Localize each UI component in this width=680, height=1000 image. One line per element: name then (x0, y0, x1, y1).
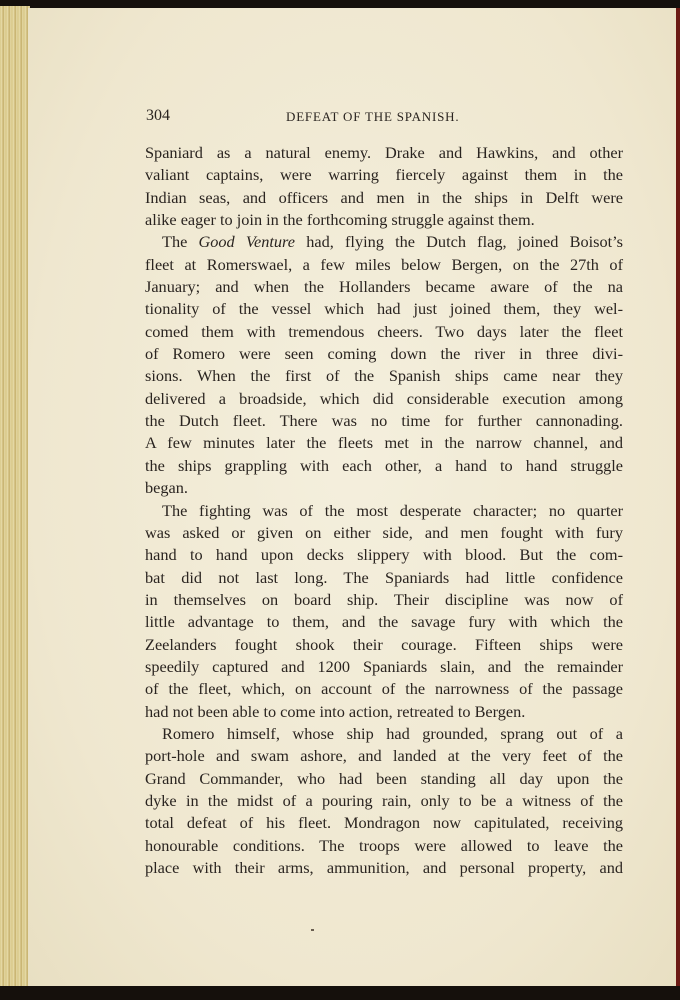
text-line: alike eager to join in the forthcoming struggle against them. (145, 210, 535, 230)
text-line: delivered a broadside, which did considerable execution among (145, 388, 623, 408)
text-line: was asked or given on either side, and men fought with fury (145, 522, 623, 542)
ink-speck (311, 929, 314, 931)
page-number: 304 (146, 107, 170, 124)
text-line: honourable conditions. The troops were allowed to leave the (145, 835, 623, 855)
line-suffix: had, flying the Dutch flag, joined Boisot’s (295, 232, 623, 252)
scan-bottom-border (0, 986, 680, 1000)
text-line: Zeelanders fought shook their courage. Fifteen ships were (145, 634, 623, 654)
text-line: fleet at Romerswael, a few miles below Bergen, on the 27th of (145, 254, 623, 274)
scan-top-border (0, 0, 680, 8)
running-title: DEFEAT OF THE SPANISH. (286, 109, 460, 124)
text-line: began. (145, 478, 188, 498)
text-line: comed them with tremendous cheers. Two days later the fleet (145, 321, 623, 341)
text-line: tionality of the vessel which had just joined them, they wel- (145, 299, 623, 319)
text-line: The fighting was of the most desperate character; no quarter (162, 500, 623, 520)
text-line: total defeat of his fleet. Mondragon now capitulated, receiving (145, 813, 623, 833)
text-line: dyke in the midst of a pouring rain, only to be a witness of the (145, 790, 623, 810)
text-line: Spaniard as a natural enemy. Drake and Hawkins, and other (145, 143, 623, 162)
text-line: sions. When the first of the Spanish ships came near they (145, 366, 623, 386)
body-text (145, 142, 623, 879)
text-line: the Dutch fleet. There was no time for further cannonading. (145, 411, 623, 431)
text-line: Romero himself, whose ship had grounded, sprang out of a (162, 723, 623, 743)
running-header (146, 107, 486, 131)
text-line: in themselves on board ship. Their discipline was now of (145, 589, 623, 609)
text-line: place with their arms, ammunition, and personal property, and (145, 858, 623, 877)
text-line: speedily captured and 1200 Spaniards slain, and the remainder (145, 656, 623, 676)
text-line: hand to hand upon decks slippery with blood. But the com- (145, 545, 623, 565)
text-line: Grand Commander, who had been standing all day upon the (145, 768, 623, 788)
text-line: bat did not last long. The Spaniards had little confidence (145, 567, 623, 587)
text-line: the ships grappling with each other, a hand to hand struggle (145, 455, 623, 475)
text-line: had not been able to come into action, retreated to Bergen. (145, 701, 526, 721)
ship-name: Good Venture (198, 232, 296, 252)
text-line: of the fleet, which, on account of the narrowness of the passage (145, 679, 623, 699)
text-line: Indian seas, and officers and men in the ships in Delft were (145, 187, 623, 207)
text-line (145, 231, 623, 253)
text-line: valiant captains, were warring fiercely against them in the (145, 165, 623, 185)
book-page-edges (0, 6, 30, 988)
text-line: little advantage to them, and the savage fury with which the (145, 612, 623, 632)
text-line: January; and when the Hollanders became aware of the na (145, 277, 623, 297)
text-line: port-hole and swam ashore, and landed at the very feet of the (145, 746, 623, 766)
line-prefix: The (162, 232, 199, 252)
text-line: of Romero were seen coming down the river in three divi- (145, 344, 623, 364)
text-line: A few minutes later the fleets met in the narrow channel, and (145, 433, 623, 453)
book-cover-edge (676, 8, 680, 988)
